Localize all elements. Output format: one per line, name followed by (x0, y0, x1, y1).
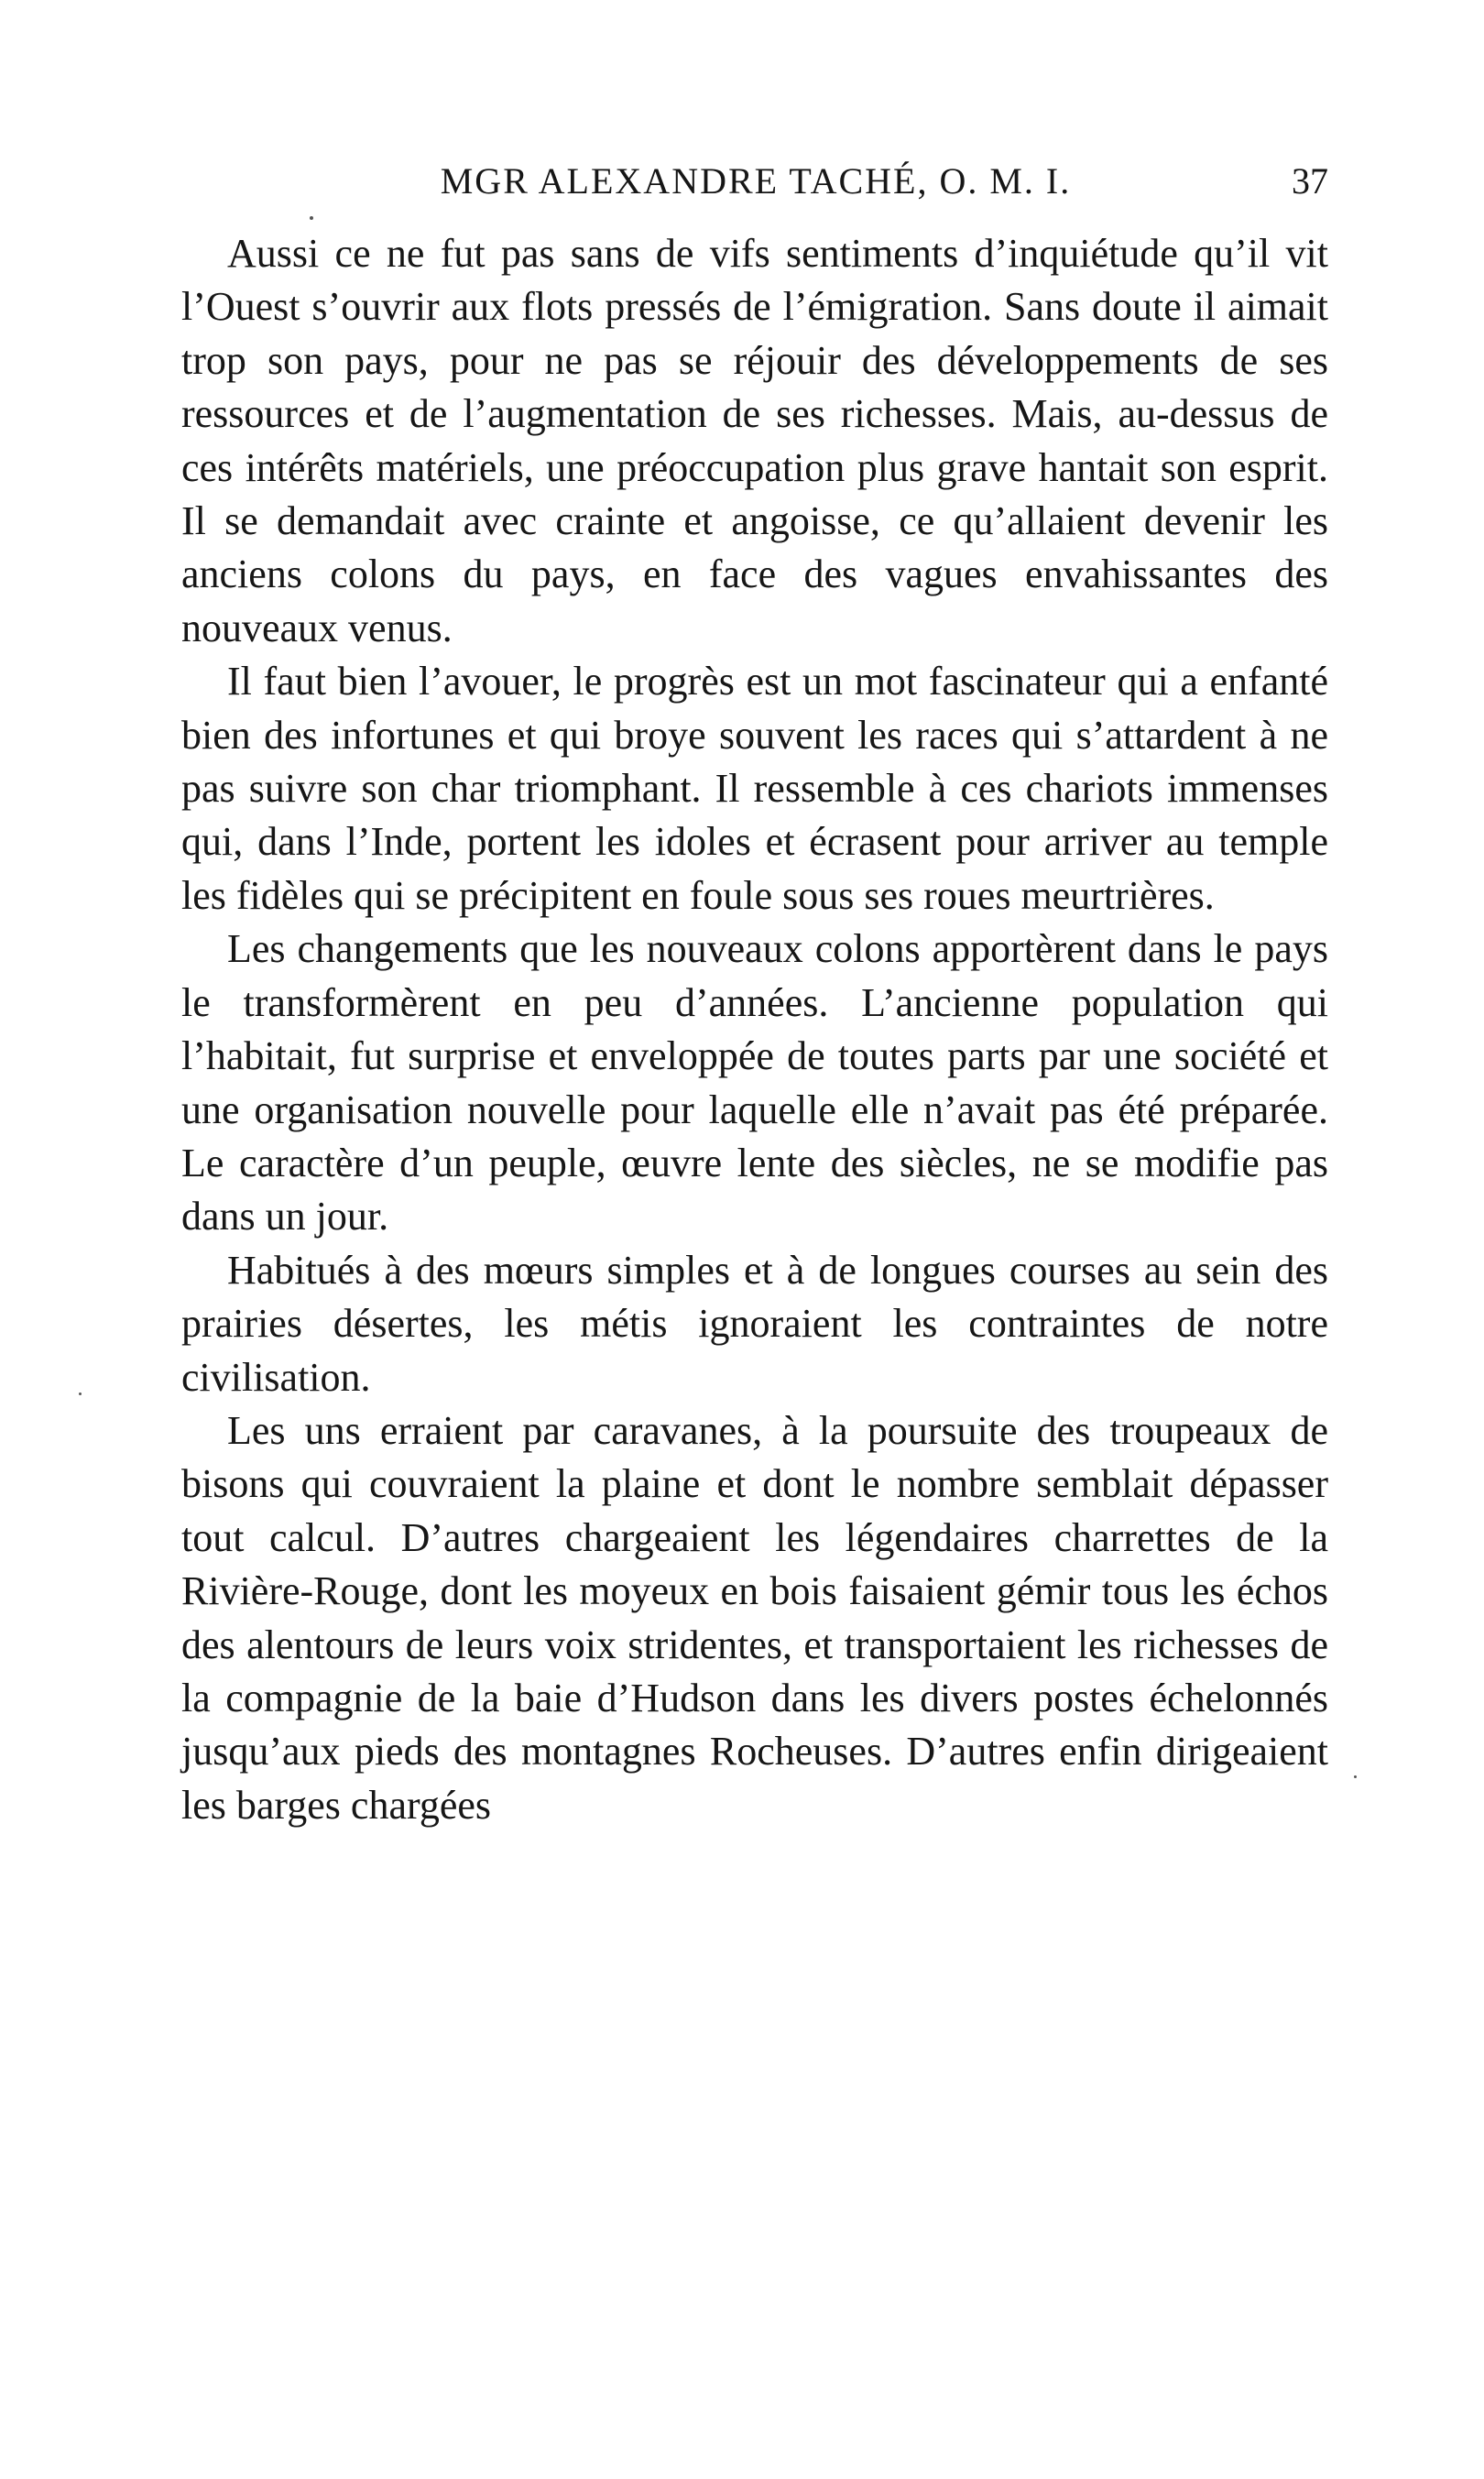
page-number: 37 (1292, 160, 1328, 202)
paragraph-changes: Les changements que les nouveaux colons apportèrent dans le pays le transformèrent en peu d’années. L’ancienne population qui l’habitait, fut surprise et enveloppée de toutes parts par une société et une organisation nouvelle pour laquelle elle n’avait pas été préparée. Le caractère d’un peuple, œuvre lente des siècles, ne se modifie pas dans un jour. (181, 926, 1328, 1240)
ink-speck (79, 1392, 82, 1395)
ink-speck (1354, 1775, 1357, 1778)
body-text (181, 227, 1328, 1832)
paragraph-emigration: Aussi ce ne fut pas sans de vifs sentiments d’inquiétude qu’il vit l’Ouest s’ouvrir aux flots pressés de l’émigration. Sans doute il aimait trop son pays, pour ne pas se réjouir des développements de ses ressources et de l’augmentation de ses richesses. Mais, au-dessus de ces intérêts matériels, une préoccupation plus grave hantait son esprit. Il se demandait avec crainte et angoisse, ce qu’allaient devenir les anciens colons du pays, en face des vagues envahissantes des nouveaux venus. (181, 231, 1328, 650)
paragraph-habits: Habitués à des mœurs simples et à de longues courses au sein des prairies désertes, les métis ignoraient les contraintes de notre civilisation. (181, 1247, 1328, 1400)
paragraph-caravans: Les uns erraient par caravanes, à la poursuite des troupeaux de bisons qui couvraient la plaine et dont le nombre semblait dépasser tout calcul. D’autres chargeaient les légendaires charrettes de la Rivière-Rouge, dont les moyeux en bois faisaient gémir tous les échos des alentours de leurs voix stridentes, et transportaient les richesses de la compagnie de la baie d’Hudson dans les divers postes échelonnés jusqu’aux pieds des montagnes Rocheuses. D’autres enfin dirigeaient les barges chargées (181, 1407, 1328, 1828)
running-title: MGR ALEXANDRE TACHÉ, O. M. I. (440, 160, 1072, 202)
ink-speck (310, 216, 313, 220)
paragraph-progress: Il faut bien l’avouer, le progrès est un mot fascinateur qui a enfanté bien des infortunes et qui broye souvent les races qui s’attardent à ne pas suivre son char triomphant. Il ressemble à ces chariots immenses qui, dans l’Inde, portent les idoles et écrasent pour arriver au temple les fidèles qui se précipitent en foule sous ses roues meurtrières. (181, 659, 1328, 918)
running-head (183, 156, 1328, 207)
